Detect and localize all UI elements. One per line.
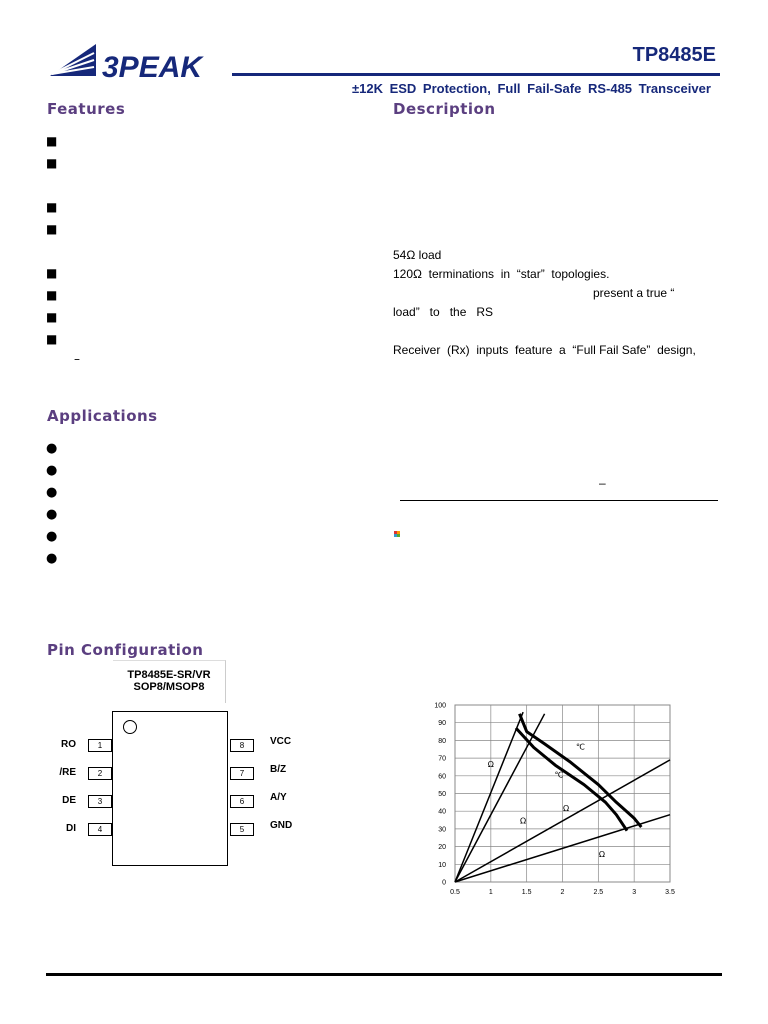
y-tick-label: 20 [438, 844, 446, 852]
features-heading: Features [47, 100, 126, 118]
pin-name: VCC [270, 736, 292, 747]
y-tick-label: 30 [438, 826, 446, 834]
application-bullet: ● [46, 441, 58, 456]
x-tick-label: 0.5 [450, 889, 460, 896]
y-tick-label: 100 [434, 702, 446, 710]
description-line: 120Ω terminations in “star” topologies. [393, 267, 610, 281]
application-bullet: ● [46, 463, 58, 478]
footer-rule [46, 973, 722, 976]
y-tick-label: 10 [438, 861, 446, 869]
colored-flag-icon [394, 530, 402, 540]
brand-name: 3PEAK [102, 51, 203, 82]
pin-name: DI [66, 823, 76, 834]
pin-number: 8 [230, 739, 254, 752]
feature-bullet: ■ [46, 332, 58, 346]
application-bullet: ● [46, 507, 58, 522]
part-number: TP8485E [632, 44, 716, 66]
document-subtitle: ±12K ESD Protection, Full Fail-Safe RS-485 Transceiver [352, 81, 711, 96]
feature-bullet: ■ [46, 266, 58, 280]
pin-name: A/Y [270, 792, 287, 803]
y-tick-label: 70 [438, 755, 446, 763]
feature-bullet: ■ [46, 288, 58, 302]
pin-configuration-heading: Pin Configuration [47, 641, 204, 659]
chart-annotation: Ω [598, 850, 605, 860]
pin-name: GND [270, 820, 293, 831]
x-tick-label: 3.5 [665, 889, 675, 896]
y-tick-label: 0 [442, 879, 446, 887]
brand-logo [46, 40, 256, 82]
description-heading: Description [393, 100, 496, 118]
feature-bullet: ■ [46, 156, 58, 170]
chart-annotation: ℃ [575, 742, 585, 752]
chart-annotation: Ω [563, 804, 570, 814]
x-tick-label: 3 [632, 889, 637, 896]
pin-name: RO [61, 739, 76, 750]
pin-number: 5 [230, 823, 254, 836]
description-rule [400, 500, 718, 501]
pin-number: 7 [230, 767, 254, 780]
pin-number: 2 [88, 767, 112, 780]
chart-annotation: Ω [487, 759, 494, 769]
y-tick-label: 80 [438, 737, 446, 745]
ic-package-body [112, 711, 228, 866]
pin-number: 1 [88, 739, 112, 752]
feature-bullet: ■ [46, 200, 58, 214]
header-rule [232, 73, 720, 76]
chart-annotation: ℃ [554, 770, 564, 780]
x-tick-label: 2 [560, 889, 565, 896]
y-tick-label: 90 [438, 720, 446, 728]
feature-bullet: ■ [46, 222, 58, 236]
package-label-box [113, 660, 226, 703]
description-line: 54Ω load [393, 248, 442, 262]
feature-bullet: ■ [46, 310, 58, 324]
description-line: – [599, 476, 606, 490]
application-bullet: ● [46, 551, 58, 566]
y-tick-label: 60 [438, 773, 446, 781]
description-line: Receiver (Rx) inputs feature a “Full Fail Safe” design, [393, 343, 696, 357]
description-line: load” to the RS [393, 305, 494, 319]
y-tick-label: 50 [438, 791, 446, 798]
performance-chart [415, 695, 690, 905]
x-tick-label: 1 [488, 889, 493, 896]
package-type: SOP8/MSOP8 [133, 681, 205, 693]
pin-number: 4 [88, 823, 112, 836]
y-tick-label: 40 [438, 808, 446, 816]
pin-number: 6 [230, 795, 254, 808]
feature-bullet: ■ [46, 134, 58, 148]
applications-heading: Applications [47, 407, 158, 425]
feature-dash: – [74, 352, 80, 366]
x-tick-label: 2.5 [593, 889, 604, 896]
pin1-indicator-icon [123, 720, 137, 734]
pin-name: DE [62, 795, 76, 806]
description-line: present a true “ [593, 286, 675, 300]
application-bullet: ● [46, 529, 58, 544]
pin-number: 3 [88, 795, 112, 808]
chart-annotation: Ω [520, 816, 527, 826]
pin-name: B/Z [270, 764, 287, 775]
pin-name: /RE [59, 767, 76, 778]
application-bullet: ● [46, 485, 58, 500]
package-name: TP8485E-SR/VR [127, 669, 211, 681]
x-tick-label: 1.5 [521, 889, 532, 896]
